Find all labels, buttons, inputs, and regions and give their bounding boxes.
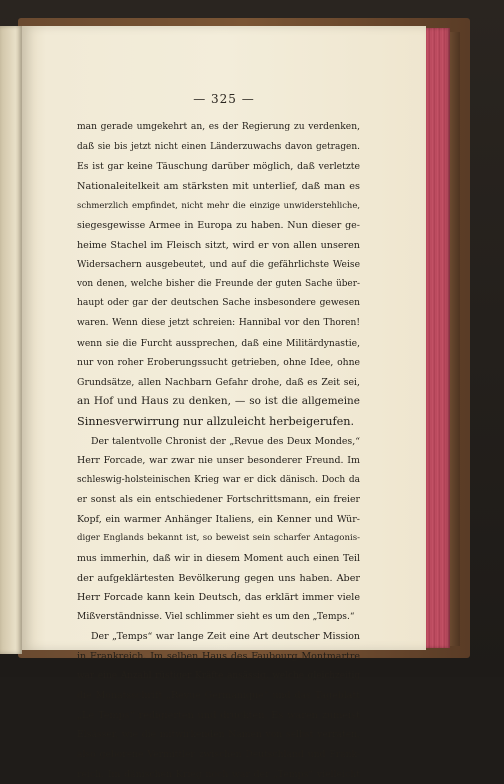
- text-line: Es ist gar keine Täuschung darüber möglich, daß verletzte: [77, 161, 360, 173]
- text-line: Der talentvolle Chronist der „Revue des Deux Mondes,“: [91, 435, 360, 447]
- text-line: mus immerhin, daß wir in diesem Moment auch einen Teil: [77, 553, 360, 565]
- text-line: „Le Temps“ redigierten und druckten. Es waren zumeist: [77, 709, 360, 721]
- text-line: also geborene Vermittler zwischen Deutschland und Frank-: [77, 749, 360, 760]
- text-line: Grundsätze, allen Nachbarn Gefahr drohe, daß es Zeit sei,: [77, 376, 360, 388]
- text-line: der aufgeklärtesten Bevölkerung gegen uns haben. Aber: [77, 572, 360, 584]
- text-line: heime Stachel im Fleisch sitzt, wird er von allen unseren: [77, 239, 360, 251]
- text-line: Der „Temps“ war lange Zeit eine Art deutscher Mission: [91, 631, 360, 643]
- text-line: schmerzlich empfindet, nicht mehr die einzige unwiderstehliche,: [77, 200, 360, 211]
- text-line: die Monatsschrift „Revue Germanique“ und das Tageblatt: [77, 690, 360, 702]
- text-line: siegesgewisse Armee in Europa zu haben. Nun dieser ge-: [77, 219, 360, 231]
- red-page-edges: [426, 28, 450, 648]
- text-line: man gerade umgekehrt an, es der Regierung zu verdenken,: [77, 122, 360, 132]
- text-line: nur von roher Eroberungssucht getrieben, ohne Idee, ohne: [77, 357, 360, 369]
- text-line: Herr Forcade kann kein Deutsch, das erklärt immer viele: [77, 592, 360, 604]
- text-line: wenn sie die Furcht aussprechen, daß eine Militärdynastie,: [77, 337, 360, 349]
- text-line: er sonst als ein entschiedener Fortschrittsmann, ein freier: [77, 494, 360, 506]
- text-line: in Frankreich. Im selben Haus des Faubourg Montmartre: [77, 651, 360, 663]
- text-line: waren. Wenn diese jetzt schreien: Hannibal vor den Thoren!: [77, 317, 360, 328]
- text-line: haupt oder gar der deutschen Sache insbesondere gewesen: [77, 298, 360, 309]
- page-number: — 325 —: [193, 92, 255, 106]
- text-line: an Hof und Haus zu denken, — so ist die allgemeine: [77, 395, 360, 408]
- text-line: Sinnesverwirrung nur allzuleicht herbeigerufen.: [77, 414, 355, 428]
- text-line: Herr Forcade, war zwar nie unser besonderer Freund. Im: [77, 455, 360, 467]
- body-text: [77, 118, 360, 784]
- text-line: Mißverständnisse. Viel schlimmer sieht es um den „Temps.“: [77, 611, 355, 622]
- cover-edge: [450, 32, 460, 646]
- text-line: Widersachern ausgebeutet, und auf die gefährlichste Weise: [77, 259, 360, 271]
- text-line: Kopf, ein warmer Anhänger Italiens, ein Kenner und Wür-: [77, 513, 360, 525]
- text-line: reich. Im dänischen Krieg noch war der „Temps“ vielleicht: [77, 768, 360, 780]
- text-line: Nationaleitelkeit am stärksten mit unterlief, daß man es: [77, 180, 360, 192]
- text-line: von denen, welche bisher die Freunde der guten Sache über-: [77, 278, 360, 289]
- text-line: schleswig-holsteinischen Krieg war er dick dänisch. Doch da: [77, 474, 360, 485]
- text-line: Elsässer, wie die mitwirkenden Namen von selbst verraten,: [77, 729, 360, 741]
- text-line: diger Englands bekannt ist, so beweist sein scharfer Antagonis-: [77, 533, 360, 544]
- text-line: daß sie bis jetzt nicht einen Länderzuwachs davon getragen.: [77, 141, 360, 152]
- text-line: war eine Anzahl rüstiger Kräfte ansässig, welche gleichzeitig: [77, 670, 360, 681]
- left-page-edge: [0, 26, 22, 654]
